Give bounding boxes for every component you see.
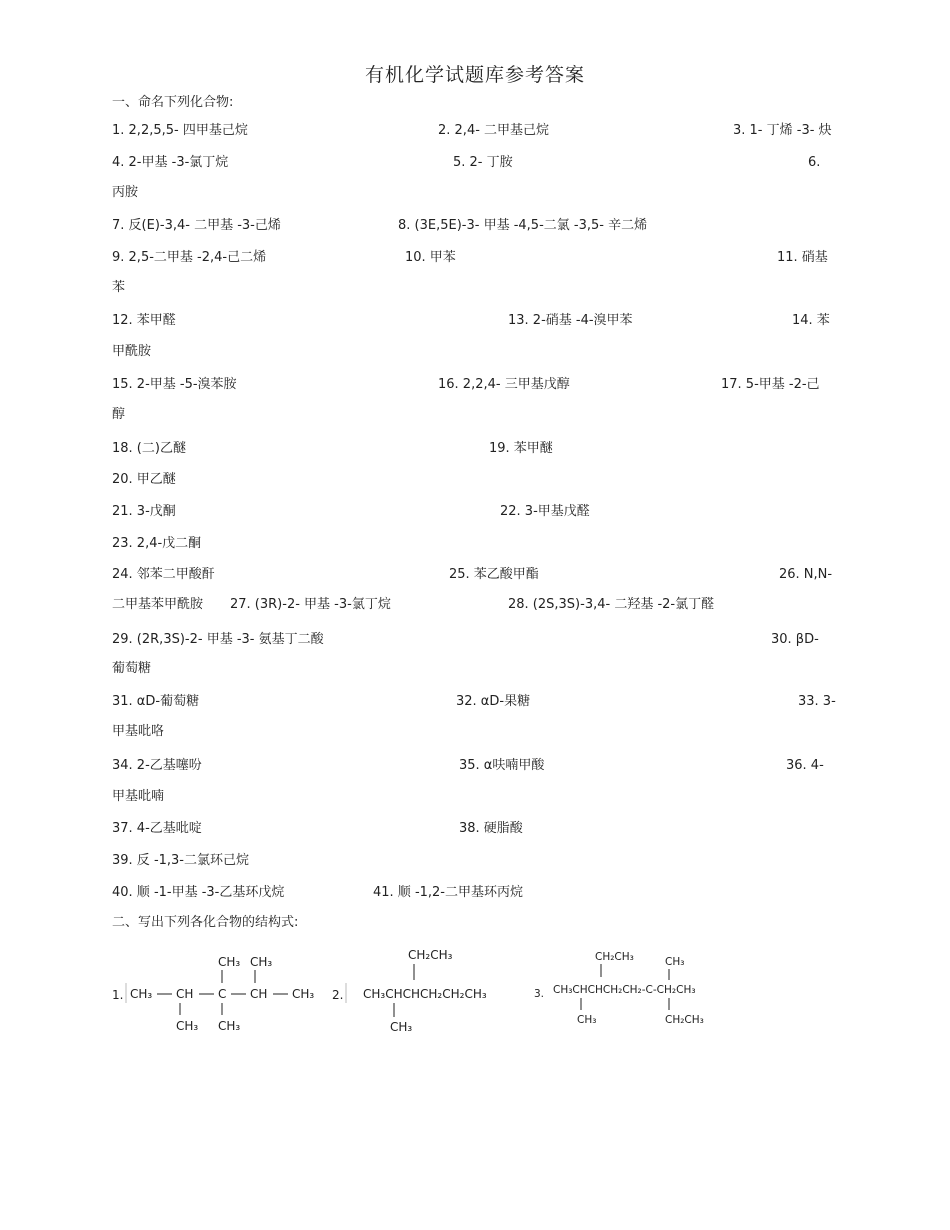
answer-item-6-text: 丙胺 [112,185,139,200]
answer-item-19: 19. 苯甲醚 [489,441,553,456]
answer-item-18: 18. (二)乙醚 [112,441,186,456]
answer-item-11-start: 11. 硝基 [777,250,828,265]
structure-1-top-methyl-1: CH₃ [218,955,241,969]
section-heading-naming: 一、命名下列化合物: [112,95,234,110]
structure-1-chain-5: CH₃ [292,987,315,1001]
answer-item-27: 27. (3R)-2- 甲基 -3-氯丁烷 [230,597,391,612]
answer-item-21: 21. 3-戊酮 [112,504,176,519]
structural-formulas-svg [0,935,950,1045]
answer-item-20: 20. 甲乙醚 [112,472,176,487]
answer-item-31: 31. αD-葡萄糖 [112,694,200,709]
answer-item-35: 35. α呋喃甲酸 [459,758,545,773]
answer-item-24: 24. 邻苯二甲酸酐 [112,567,215,582]
answer-item-4: 4. 2-甲基 -3-氯丁烷 [112,155,229,170]
answer-item-29: 29. (2R,3S)-2- 甲基 -3- 氨基丁二酸 [112,632,324,647]
answer-item-17-end: 醇 [112,407,126,422]
answer-item-32: 32. αD-果糖 [456,694,531,709]
structure-2-number: 2. [332,988,344,1002]
answer-item-33-end: 甲基吡咯 [112,724,165,739]
answer-item-40: 40. 顺 -1-甲基 -3-乙基环戊烷 [112,885,285,900]
structure-2 [332,948,487,1034]
answer-item-30-end: 葡萄糖 [112,661,152,676]
answer-item-17-start: 17. 5-甲基 -2-己 [721,377,820,392]
structure-1-bottom-methyl-2: CH₃ [218,1019,241,1033]
answer-item-10: 10. 甲苯 [405,250,456,265]
structure-1-number: 1. [112,988,124,1002]
answer-item-39: 39. 反 -1,3-二氯环己烷 [112,853,249,868]
answer-item-34: 34. 2-乙基噻吩 [112,758,202,773]
answer-item-37: 37. 4-乙基吡啶 [112,821,202,836]
answer-item-26-start: 26. N,N- [779,567,833,582]
answer-item-13: 13. 2-硝基 -4-溴甲苯 [508,313,633,328]
structure-2-top-ethyl: CH₂CH₃ [408,948,453,962]
answer-item-14-end: 甲酰胺 [112,344,152,359]
structure-1-bottom-methyl-1: CH₃ [176,1019,199,1033]
answer-item-25: 25. 苯乙酸甲酯 [449,567,539,582]
section-heading-structures: 二、写出下列各化合物的结构式: [112,915,299,930]
answer-item-9: 9. 2,5-二甲基 -2,4-己二烯 [112,250,267,265]
answer-item-1: 1. 2,2,5,5- 四甲基己烷 [112,123,248,138]
answer-item-5: 5. 2- 丁胺 [453,155,513,170]
answer-item-23: 23. 2,4-戊二酮 [112,536,202,551]
answer-item-15: 15. 2-甲基 -5-溴苯胺 [112,377,237,392]
structure-3-bottom-methyl: CH₃ [577,1014,597,1026]
structure-3-top-methyl: CH₃ [665,956,685,968]
structure-1-top-methyl-2: CH₃ [250,955,273,969]
answer-item-2: 2. 2,4- 二甲基己烷 [438,123,550,138]
structure-3-main-chain: CH₃CHCHCH₂CH₂-C-CH₂CH₃ [553,984,696,996]
answer-item-14-start: 14. 苯 [792,313,830,328]
answer-item-30-start: 30. βD- [771,632,819,647]
answer-item-12: 12. 苯甲醛 [112,313,176,328]
answer-item-6-number: 6. [808,155,821,170]
answer-item-8: 8. (3E,5E)-3- 甲基 -4,5-二氯 -3,5- 辛二烯 [398,218,648,233]
structure-2-main-chain: CH₃CHCHCH₂CH₂CH₃ [363,987,487,1001]
structure-1-chain-4: CH [250,987,268,1001]
answer-item-33-start: 33. 3- [798,694,836,709]
structure-1-chain-3: C [218,987,227,1001]
answer-item-36-start: 36. 4- [786,758,824,773]
structure-1 [112,955,314,1033]
answer-item-28: 28. (2S,3S)-3,4- 二羟基 -2-氯丁醛 [508,597,715,612]
answer-item-16: 16. 2,2,4- 三甲基戊醇 [438,377,570,392]
page-title: 有机化学试题库参考答案 [364,64,585,86]
answer-item-41: 41. 顺 -1,2-二甲基环丙烷 [373,885,523,900]
answer-item-3: 3. 1- 丁烯 -3- 炔 [733,123,832,138]
structure-1-chain-2: CH [176,987,194,1001]
answer-item-26-end: 二甲基苯甲酰胺 [112,597,204,612]
structure-3-number: 3. [534,988,545,1000]
structure-3-top-ethyl: CH₂CH₃ [595,951,634,963]
structural-formulas [0,935,950,1045]
answer-item-38: 38. 硬脂酸 [459,821,523,836]
answer-item-7: 7. 反(E)-3,4- 二甲基 -3-己烯 [112,218,281,233]
structure-3-bottom-ethyl: CH₂CH₃ [665,1014,704,1026]
answer-item-11-end: 苯 [112,280,126,295]
structure-1-chain-1: CH₃ [130,987,153,1001]
answer-item-36-end: 甲基吡喃 [112,789,165,804]
answer-item-22: 22. 3-甲基戊醛 [500,504,590,519]
structure-3 [534,951,704,1026]
structure-2-bottom-methyl: CH₃ [390,1020,413,1034]
